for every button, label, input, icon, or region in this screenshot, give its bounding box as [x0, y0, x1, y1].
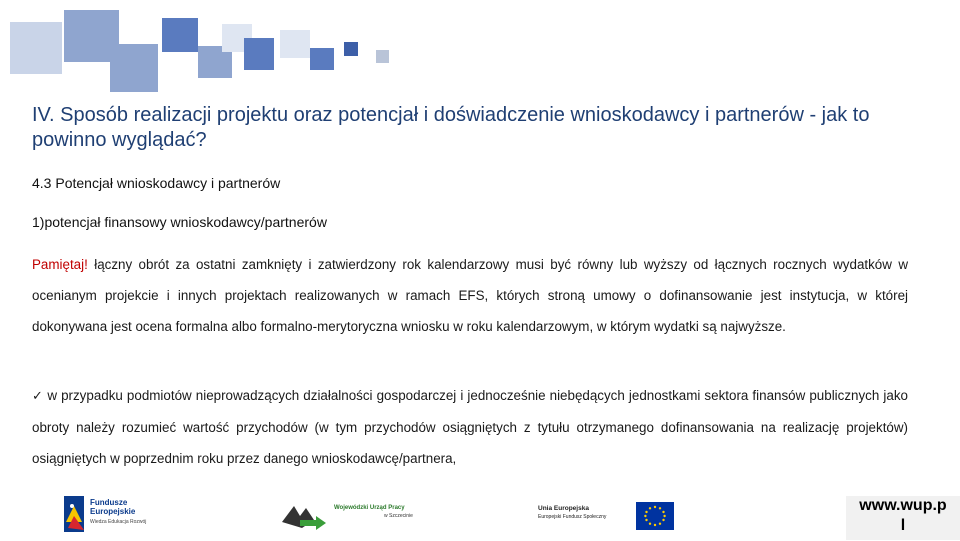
wup-line2: w Szczecinie: [384, 513, 413, 519]
fe-line2: Europejskie: [90, 507, 136, 516]
eu-flag-icon: [636, 502, 674, 530]
ue-line1: Unia Europejska: [538, 505, 589, 512]
slide-title: IV. Sposób realizacji projektu oraz potencjał i doświadczenie wnioskodawcy i partnerów - jak to powinno wyglądać?: [32, 104, 870, 151]
checkmark-icon: ✓: [32, 389, 44, 404]
wup-emblem-icon: [280, 498, 332, 534]
logo-fundusze-europejskie: [62, 492, 182, 536]
remember-label: Pamiętaj!: [32, 257, 88, 272]
paragraph-turnover: [32, 249, 908, 342]
deco-square: [162, 18, 198, 52]
website-url[interactable]: [846, 496, 960, 540]
paragraph-turnover-text: łączny obrót za ostatni zamknięty i zatwierdzony rok kalendarzowy musi być równy lub wyższy od łącznych rocznych wydatków w ocenianym projekcie i innych projektach realizowanych w ramach EFS, których stroną umowy o dofinansowanie jest instytucja, w której dokonywana jest ocena formalna albo formalno-merytoryczna wniosku w roku kalendarzowym, w którym wydatki są najwyższe.: [32, 257, 908, 334]
subheading-potential: 4.3 Potencjał wnioskodawcy i partnerów: [32, 175, 281, 191]
deco-square: [376, 50, 389, 63]
fe-line1: Fundusze: [90, 498, 128, 507]
wup-line1: Wojewódzki Urząd Pracy: [334, 505, 405, 511]
url-line1: www.wup.p: [859, 497, 947, 514]
deco-square: [344, 42, 358, 56]
paragraph-nonprofit: [32, 380, 908, 474]
subheading-financial: 1)potencjał finansowy wnioskodawcy/partnerów: [32, 214, 327, 230]
paragraph-nonprofit-text: w przypadku podmiotów nieprowadzących działalności gospodarczej i jednocześnie niebędących jednostkami sektora finansów publicznych jako obroty należy rozumieć wartość przychodów (w tym przychodów osiągniętych z tytułu otrzymanego dofinansowania na realizację projektów) osiągniętych w poprzednim roku przez danego wnioskodawcę/partnera,: [32, 388, 908, 466]
logo-wup: [280, 492, 430, 536]
logo-unia-europejska: [538, 492, 678, 536]
deco-square: [280, 30, 310, 58]
deco-square: [244, 38, 274, 70]
deco-square: [110, 44, 158, 92]
deco-square: [10, 22, 62, 74]
fe-line3: Wiedza Edukacja Rozwój: [90, 519, 147, 525]
deco-square: [310, 48, 334, 70]
url-line2: l: [900, 517, 906, 534]
ue-line2: Europejski Fundusz Społeczny: [538, 514, 607, 520]
